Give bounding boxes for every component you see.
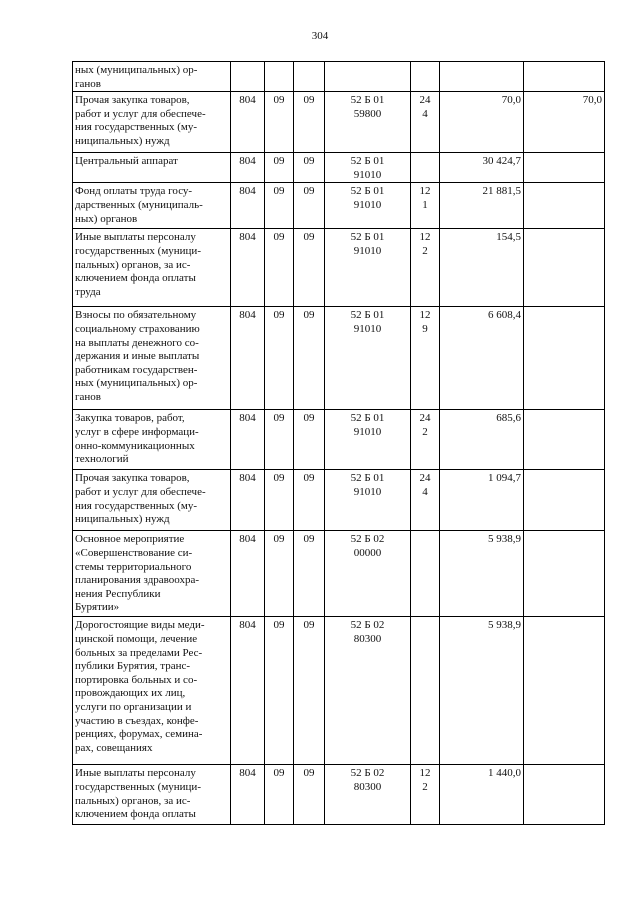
row-code-csr-cell: 52 Б 01 91010 xyxy=(325,229,411,307)
row-code-vr-cell xyxy=(411,62,440,92)
row-code-pr-cell: 09 xyxy=(294,410,325,470)
row-code-vr-cell: 24 4 xyxy=(411,470,440,531)
table-row xyxy=(73,62,605,92)
row-amount-extra-cell: 70,0 xyxy=(524,92,605,153)
row-name-cell: Иные выплаты персоналу государственных (муници- пальных) органов, за ис- ключением фонда оплаты труда xyxy=(73,229,231,307)
row-amount-cell: 30 424,7 xyxy=(440,153,524,183)
row-code-rz-cell: 09 xyxy=(265,410,294,470)
row-code-rz-cell: 09 xyxy=(265,470,294,531)
row-code-pr-cell: 09 xyxy=(294,153,325,183)
row-amount-cell: 1 440,0 xyxy=(440,765,524,825)
row-code-gr-cell: 804 xyxy=(231,183,265,229)
row-code-gr-cell: 804 xyxy=(231,410,265,470)
row-amount-cell: 5 938,9 xyxy=(440,617,524,765)
row-code-csr-cell: 52 Б 01 91010 xyxy=(325,470,411,531)
row-code-rz-cell: 09 xyxy=(265,183,294,229)
row-code-gr-cell: 804 xyxy=(231,92,265,153)
row-code-rz-cell: 09 xyxy=(265,229,294,307)
row-code-gr-cell: 804 xyxy=(231,470,265,531)
row-amount-extra-cell xyxy=(524,62,605,92)
row-name-cell: Основное мероприятие «Совершенствование си- стемы территориального планирования здравоохра- нения Республики Бурятии» xyxy=(73,531,231,617)
row-amount-cell: 5 938,9 xyxy=(440,531,524,617)
row-code-pr-cell: 09 xyxy=(294,470,325,531)
row-code-vr-cell: 24 2 xyxy=(411,410,440,470)
row-code-csr-cell: 52 Б 01 91010 xyxy=(325,153,411,183)
table-row xyxy=(73,617,605,765)
row-name-cell: Фонд оплаты труда госу- дарственных (муниципаль- ных) органов xyxy=(73,183,231,229)
row-code-gr-cell: 804 xyxy=(231,153,265,183)
table-row xyxy=(73,307,605,410)
table-row xyxy=(73,765,605,825)
row-code-vr-cell xyxy=(411,617,440,765)
row-code-vr-cell: 24 4 xyxy=(411,92,440,153)
row-amount-cell xyxy=(440,62,524,92)
row-code-pr-cell xyxy=(294,62,325,92)
row-name-cell: ных (муниципальных) ор- ганов xyxy=(73,62,231,92)
row-amount-cell: 1 094,7 xyxy=(440,470,524,531)
row-code-pr-cell: 09 xyxy=(294,183,325,229)
row-code-pr-cell: 09 xyxy=(294,307,325,410)
page-number: 304 xyxy=(311,30,329,42)
row-code-rz-cell: 09 xyxy=(265,153,294,183)
row-code-vr-cell: 12 9 xyxy=(411,307,440,410)
row-code-csr-cell xyxy=(325,62,411,92)
table-row xyxy=(73,229,605,307)
row-name-cell: Закупка товаров, работ, услуг в сфере информаци- онно-коммуникационных технологий xyxy=(73,410,231,470)
row-code-vr-cell xyxy=(411,531,440,617)
row-amount-extra-cell xyxy=(524,617,605,765)
row-code-gr-cell: 804 xyxy=(231,531,265,617)
row-code-csr-cell: 52 Б 01 91010 xyxy=(325,307,411,410)
row-code-rz-cell xyxy=(265,62,294,92)
row-code-gr-cell: 804 xyxy=(231,765,265,825)
row-code-pr-cell: 09 xyxy=(294,765,325,825)
row-amount-cell: 6 608,4 xyxy=(440,307,524,410)
row-amount-cell: 154,5 xyxy=(440,229,524,307)
row-name-cell: Прочая закупка товаров, работ и услуг для обеспече- ния государственных (му- ниципальных) нужд xyxy=(73,470,231,531)
row-name-cell: Дорогостоящие виды меди- цинской помощи, лечение больных за пределами Рес- публики Бурятия, транс- портировка больных и со- провождающих их лиц, услуги по организации и участию в съездах, конфе- ренциях, форумах, семина- рах, совещаниях xyxy=(73,617,231,765)
row-amount-cell: 21 881,5 xyxy=(440,183,524,229)
row-code-gr-cell xyxy=(231,62,265,92)
row-code-vr-cell: 12 2 xyxy=(411,229,440,307)
row-code-gr-cell: 804 xyxy=(231,229,265,307)
row-amount-cell: 685,6 xyxy=(440,410,524,470)
row-name-cell: Взносы по обязательному социальному страхованию на выплаты денежного со- держания и иные выплаты работникам государствен- ных (муниципальных) ор- ганов xyxy=(73,307,231,410)
row-name-cell: Центральный аппарат xyxy=(73,153,231,183)
table-row xyxy=(73,470,605,531)
row-code-pr-cell: 09 xyxy=(294,617,325,765)
row-amount-extra-cell xyxy=(524,153,605,183)
row-code-rz-cell: 09 xyxy=(265,92,294,153)
row-code-rz-cell: 09 xyxy=(265,531,294,617)
row-code-vr-cell: 12 2 xyxy=(411,765,440,825)
row-code-csr-cell: 52 Б 01 91010 xyxy=(325,410,411,470)
row-code-gr-cell: 804 xyxy=(231,617,265,765)
table-row xyxy=(73,153,605,183)
row-code-csr-cell: 52 Б 02 80300 xyxy=(325,765,411,825)
row-code-pr-cell: 09 xyxy=(294,531,325,617)
row-amount-cell: 70,0 xyxy=(440,92,524,153)
row-name-cell: Иные выплаты персоналу государственных (муници- пальных) органов, за ис- ключением фонда оплаты xyxy=(73,765,231,825)
row-amount-extra-cell xyxy=(524,410,605,470)
row-amount-extra-cell xyxy=(524,183,605,229)
row-code-rz-cell: 09 xyxy=(265,765,294,825)
table-row xyxy=(73,410,605,470)
row-code-csr-cell: 52 Б 01 91010 xyxy=(325,183,411,229)
table-row xyxy=(73,92,605,153)
row-name-cell: Прочая закупка товаров, работ и услуг для обеспече- ния государственных (му- ниципальных) нужд xyxy=(73,92,231,153)
budget-table xyxy=(72,61,605,825)
row-code-vr-cell: 12 1 xyxy=(411,183,440,229)
row-code-vr-cell xyxy=(411,153,440,183)
row-code-csr-cell: 52 Б 02 00000 xyxy=(325,531,411,617)
row-code-rz-cell: 09 xyxy=(265,617,294,765)
row-amount-extra-cell xyxy=(524,307,605,410)
row-code-gr-cell: 804 xyxy=(231,307,265,410)
row-amount-extra-cell xyxy=(524,470,605,531)
row-amount-extra-cell xyxy=(524,765,605,825)
table-row xyxy=(73,531,605,617)
row-amount-extra-cell xyxy=(524,229,605,307)
row-code-pr-cell: 09 xyxy=(294,92,325,153)
row-code-csr-cell: 52 Б 02 80300 xyxy=(325,617,411,765)
row-amount-extra-cell xyxy=(524,531,605,617)
table-row xyxy=(73,183,605,229)
row-code-csr-cell: 52 Б 01 59800 xyxy=(325,92,411,153)
row-code-pr-cell: 09 xyxy=(294,229,325,307)
row-code-rz-cell: 09 xyxy=(265,307,294,410)
